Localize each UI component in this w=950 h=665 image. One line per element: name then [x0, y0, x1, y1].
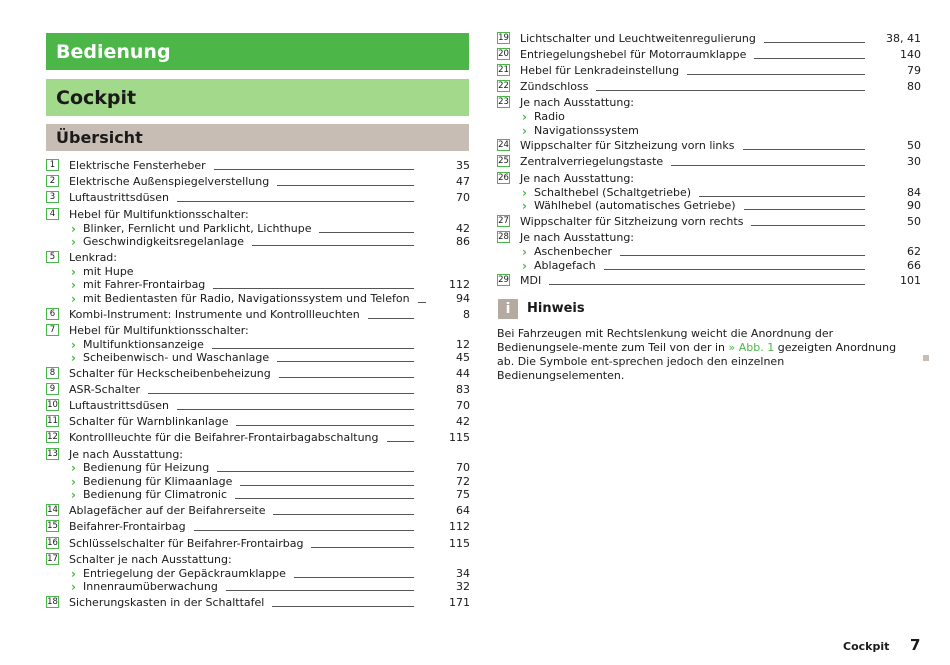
- leader-line: [418, 302, 426, 303]
- item-label: Schalter je nach Ausstattung:: [69, 553, 232, 566]
- page-reference[interactable]: 72: [456, 475, 470, 488]
- item-number-badge: 22: [498, 81, 509, 91]
- leader-line: [272, 606, 414, 607]
- chevron-right-icon: ›: [71, 580, 76, 594]
- subheading-uebersicht: Übersicht: [46, 124, 469, 151]
- item-label: Bedienung für Klimaanlage: [83, 475, 233, 488]
- footer-page-number: 7: [910, 636, 921, 654]
- chevron-right-icon: ›: [71, 488, 76, 502]
- item-label: Hebel für Multifunktionsschalter:: [69, 208, 249, 221]
- page-reference[interactable]: 34: [456, 567, 470, 580]
- legend-subitem: [0, 259, 950, 273]
- page-reference[interactable]: 12: [456, 338, 470, 351]
- item-label: mit Hupe: [83, 265, 134, 278]
- item-label: Blinker, Fernlicht und Parklicht, Lichthupe: [83, 222, 312, 235]
- leader-line: [194, 530, 414, 531]
- page-reference[interactable]: 42: [456, 222, 470, 235]
- footer-section-title: Cockpit: [843, 640, 890, 653]
- page-reference[interactable]: 50: [907, 215, 921, 228]
- legend-item: [0, 231, 950, 245]
- item-number-badge: 20: [498, 49, 509, 59]
- item-number-badge: 9: [46, 383, 59, 395]
- legend-item: [0, 520, 950, 534]
- item-label: Multifunktionsanzeige: [83, 338, 204, 351]
- item-label: Innenraumüberwachung: [83, 580, 218, 593]
- page-reference[interactable]: 115: [449, 537, 470, 550]
- leader-line: [235, 498, 414, 499]
- item-label: Wippschalter für Sitzheizung vorn rechts: [520, 215, 744, 228]
- note-text: Bei Fahrzeugen mit Rechtslenkung weicht die Anordnung der Bedienungsele-mente zum Teil von der in » Abb. 1 gezeigten Anordnung ab. Die Symbole ent-sprechen jedoch den einzelnen Bedienungselementen.: [497, 327, 897, 382]
- leader-line: [212, 348, 414, 349]
- legend-item: [0, 215, 950, 229]
- chevron-right-icon: ›: [522, 110, 527, 124]
- item-number-badge: 7: [46, 324, 59, 336]
- item-label: Wählhebel (automatisches Getriebe): [534, 199, 736, 212]
- page-reference[interactable]: 70: [456, 461, 470, 474]
- page-reference[interactable]: 94: [456, 292, 470, 305]
- leader-line: [604, 269, 865, 270]
- page-reference[interactable]: 64: [456, 504, 470, 517]
- item-label: ASR-Schalter: [69, 383, 141, 396]
- item-label: Kombi-Instrument: Instrumente und Kontrollleuchten: [69, 308, 360, 321]
- item-label: Ablagefächer auf der Beifahrerseite: [69, 504, 266, 517]
- page-reference[interactable]: 8: [463, 308, 470, 321]
- item-number-badge: 11: [47, 416, 58, 426]
- chevron-right-icon: ›: [522, 199, 527, 213]
- item-label: Zentralverriegelungstaste: [520, 155, 664, 168]
- item-number-badge: 13: [47, 449, 58, 459]
- leader-line: [387, 441, 414, 442]
- leader-line: [751, 225, 865, 226]
- legend-item: [0, 139, 950, 153]
- item-number-badge: 3: [46, 191, 59, 203]
- item-label: Bedienung für Heizung: [83, 461, 210, 474]
- legend-item: [0, 537, 950, 551]
- item-label: Entriegelung der Gepäckraumklappe: [83, 567, 286, 580]
- leader-line: [236, 425, 414, 426]
- figure-reference-link[interactable]: » Abb. 1: [728, 341, 775, 354]
- page-reference[interactable]: 50: [907, 139, 921, 152]
- item-label: Wippschalter für Sitzheizung vorn links: [520, 139, 735, 152]
- item-label: Je nach Ausstattung:: [520, 172, 635, 185]
- legend-item: [0, 96, 950, 110]
- item-number-badge: 4: [46, 208, 59, 220]
- item-label: Scheibenwisch- und Waschanlage: [83, 351, 270, 364]
- page-reference[interactable]: 84: [907, 186, 921, 199]
- page-reference[interactable]: 66: [907, 259, 921, 272]
- item-label: Sicherungskasten in der Schalttafel: [69, 596, 265, 609]
- page-reference[interactable]: 47: [456, 175, 470, 188]
- item-label: Beifahrer-Frontairbag: [69, 520, 186, 533]
- leader-line: [671, 165, 865, 166]
- leader-line: [596, 90, 865, 91]
- legend-item: [0, 431, 950, 445]
- chevron-right-icon: ›: [71, 475, 76, 489]
- legend-item: [0, 383, 950, 397]
- item-label: Luftaustrittsdüsen: [69, 191, 170, 204]
- item-number-badge: 15: [47, 521, 58, 531]
- leader-line: [699, 196, 865, 197]
- chevron-right-icon: ›: [71, 292, 76, 306]
- item-label: Je nach Ausstattung:: [520, 231, 635, 244]
- page-reference[interactable]: 140: [900, 48, 921, 61]
- item-label: Ablagefach: [534, 259, 596, 272]
- item-number-badge: 10: [47, 400, 58, 410]
- item-label: Lichtschalter und Leuchtweitenregulierung: [520, 32, 756, 45]
- chevron-right-icon: ›: [71, 222, 76, 236]
- leader-line: [549, 284, 865, 285]
- item-number-badge: 8: [46, 367, 59, 379]
- leader-line: [754, 58, 865, 59]
- item-label: Schlüsselschalter für Beifahrer-Frontairbag: [69, 537, 304, 550]
- page-reference[interactable]: 30: [907, 155, 921, 168]
- chevron-right-icon: ›: [71, 461, 76, 475]
- legend-item: [0, 553, 950, 567]
- leader-line: [279, 377, 414, 378]
- info-icon: i: [498, 299, 518, 319]
- item-label: Schalter für Warnblinkanlage: [69, 415, 229, 428]
- leader-line: [744, 209, 865, 210]
- item-label: Geschwindigkeitsregelanlage: [83, 235, 245, 248]
- leader-line: [177, 409, 414, 410]
- page-reference[interactable]: 35: [456, 159, 470, 172]
- legend-item: [0, 80, 950, 94]
- page-reference[interactable]: 70: [456, 191, 470, 204]
- section-heading-bedienung: Bedienung: [46, 33, 469, 70]
- page-reference[interactable]: 86: [456, 235, 470, 248]
- page-reference[interactable]: 32: [456, 580, 470, 593]
- item-label: Zündschloss: [520, 80, 589, 93]
- item-label: Navigationssystem: [534, 124, 639, 137]
- chevron-right-icon: ›: [522, 186, 527, 200]
- legend-subitem: [0, 199, 950, 213]
- item-label: Je nach Ausstattung:: [520, 96, 635, 109]
- legend-item: [0, 274, 950, 288]
- leader-line: [214, 169, 414, 170]
- leader-line: [148, 393, 414, 394]
- page-reference[interactable]: 70: [456, 399, 470, 412]
- item-label: Entriegelungshebel für Motorraumklappe: [520, 48, 747, 61]
- leader-line: [294, 577, 414, 578]
- item-number-badge: 16: [47, 538, 58, 548]
- legend-subitem: [0, 245, 950, 259]
- item-number-badge: 28: [498, 232, 509, 242]
- leader-line: [764, 42, 865, 43]
- chevron-right-icon: ›: [71, 567, 76, 581]
- item-number-badge: 18: [47, 597, 58, 607]
- page-reference[interactable]: 112: [449, 278, 470, 291]
- page-reference[interactable]: 62: [907, 245, 921, 258]
- page-reference[interactable]: 115: [449, 431, 470, 444]
- item-number-badge: 21: [498, 65, 509, 75]
- leader-line: [240, 485, 414, 486]
- item-number-badge: 2: [46, 175, 59, 187]
- item-number-badge: 5: [46, 251, 59, 263]
- chevron-right-icon: ›: [71, 278, 76, 292]
- page-reference[interactable]: 101: [900, 274, 921, 287]
- legend-subitem: [0, 567, 950, 581]
- item-number-badge: 25: [498, 156, 509, 166]
- page-reference[interactable]: 112: [449, 520, 470, 533]
- legend-item: [0, 155, 950, 169]
- item-label: Radio: [534, 110, 565, 123]
- leader-line: [311, 547, 414, 548]
- legend-subitem: [0, 110, 950, 124]
- legend-subitem: [0, 580, 950, 594]
- item-number-badge: 24: [498, 140, 509, 150]
- item-number-badge: 14: [47, 505, 58, 515]
- item-label: Schalter für Heckscheibenbeheizung: [69, 367, 271, 380]
- item-number-badge: 29: [498, 275, 509, 285]
- item-label: mit Fahrer-Frontairbag: [83, 278, 206, 291]
- legend-item: [0, 64, 950, 78]
- leader-line: [273, 514, 414, 515]
- item-label: Bedienung für Climatronic: [83, 488, 228, 501]
- item-label: Schalthebel (Schaltgetriebe): [534, 186, 692, 199]
- item-label: Lenkrad:: [69, 251, 117, 264]
- legend-subitem: [0, 488, 950, 502]
- item-label: Aschenbecher: [534, 245, 613, 258]
- item-label: Je nach Ausstattung:: [69, 448, 184, 461]
- page-reference[interactable]: 90: [907, 199, 921, 212]
- page-reference[interactable]: 75: [456, 488, 470, 501]
- item-number-badge: 19: [498, 33, 509, 43]
- item-label: mit Bedientasten für Radio, Navigationssystem und Telefon: [83, 292, 410, 305]
- item-number-badge: 6: [46, 308, 59, 320]
- legend-subitem: [0, 475, 950, 489]
- chevron-right-icon: ›: [71, 235, 76, 249]
- page-reference[interactable]: 80: [907, 80, 921, 93]
- chevron-right-icon: ›: [522, 124, 527, 138]
- leader-line: [743, 149, 865, 150]
- item-label: Kontrollleuchte für die Beifahrer-Frontairbagabschaltung: [69, 431, 379, 444]
- legend-subitem: [0, 186, 950, 200]
- item-label: Elektrische Fensterheber: [69, 159, 206, 172]
- leader-line: [226, 590, 414, 591]
- end-of-section-marker: [923, 355, 929, 361]
- page-reference[interactable]: 44: [456, 367, 470, 380]
- legend-item: [0, 415, 950, 429]
- leader-line: [277, 361, 414, 362]
- chevron-right-icon: ›: [71, 338, 76, 352]
- legend-subitem: [0, 292, 950, 306]
- item-label: Luftaustrittsdüsen: [69, 399, 170, 412]
- legend-subitem: [0, 461, 950, 475]
- legend-item: [0, 308, 950, 322]
- item-label: Hebel für Multifunktionsschalter:: [69, 324, 249, 337]
- item-label: MDI: [520, 274, 542, 287]
- legend-item: [0, 596, 950, 610]
- page-reference[interactable]: 42: [456, 415, 470, 428]
- legend-item: [0, 48, 950, 62]
- legend-subitem: [0, 124, 950, 138]
- item-number-badge: 27: [498, 216, 509, 226]
- legend-item: [0, 399, 950, 413]
- item-number-badge: 1: [46, 159, 59, 171]
- leader-line: [687, 74, 865, 75]
- leader-line: [213, 288, 414, 289]
- legend-item: [0, 172, 950, 186]
- legend-item: [0, 32, 950, 46]
- item-number-badge: 17: [47, 554, 58, 564]
- page-reference[interactable]: 83: [456, 383, 470, 396]
- item-number-badge: 12: [47, 432, 58, 442]
- item-number-badge: 23: [498, 97, 509, 107]
- chevron-right-icon: ›: [522, 259, 527, 273]
- chapter-heading-cockpit: Cockpit: [46, 79, 469, 116]
- chevron-right-icon: ›: [522, 245, 527, 259]
- note-title: Hinweis: [527, 301, 585, 316]
- leader-line: [217, 471, 414, 472]
- item-number-badge: 26: [498, 173, 509, 183]
- item-label: Elektrische Außenspiegelverstellung: [69, 175, 270, 188]
- page-reference[interactable]: 171: [449, 596, 470, 609]
- legend-item: [0, 504, 950, 518]
- legend-item: [0, 448, 950, 462]
- page-reference[interactable]: 38, 41: [886, 32, 921, 45]
- item-label: Hebel für Lenkradeinstellung: [520, 64, 680, 77]
- page-reference[interactable]: 45: [456, 351, 470, 364]
- leader-line: [620, 255, 865, 256]
- page-reference[interactable]: 79: [907, 64, 921, 77]
- chevron-right-icon: ›: [71, 265, 76, 279]
- leader-line: [368, 318, 414, 319]
- chevron-right-icon: ›: [71, 351, 76, 365]
